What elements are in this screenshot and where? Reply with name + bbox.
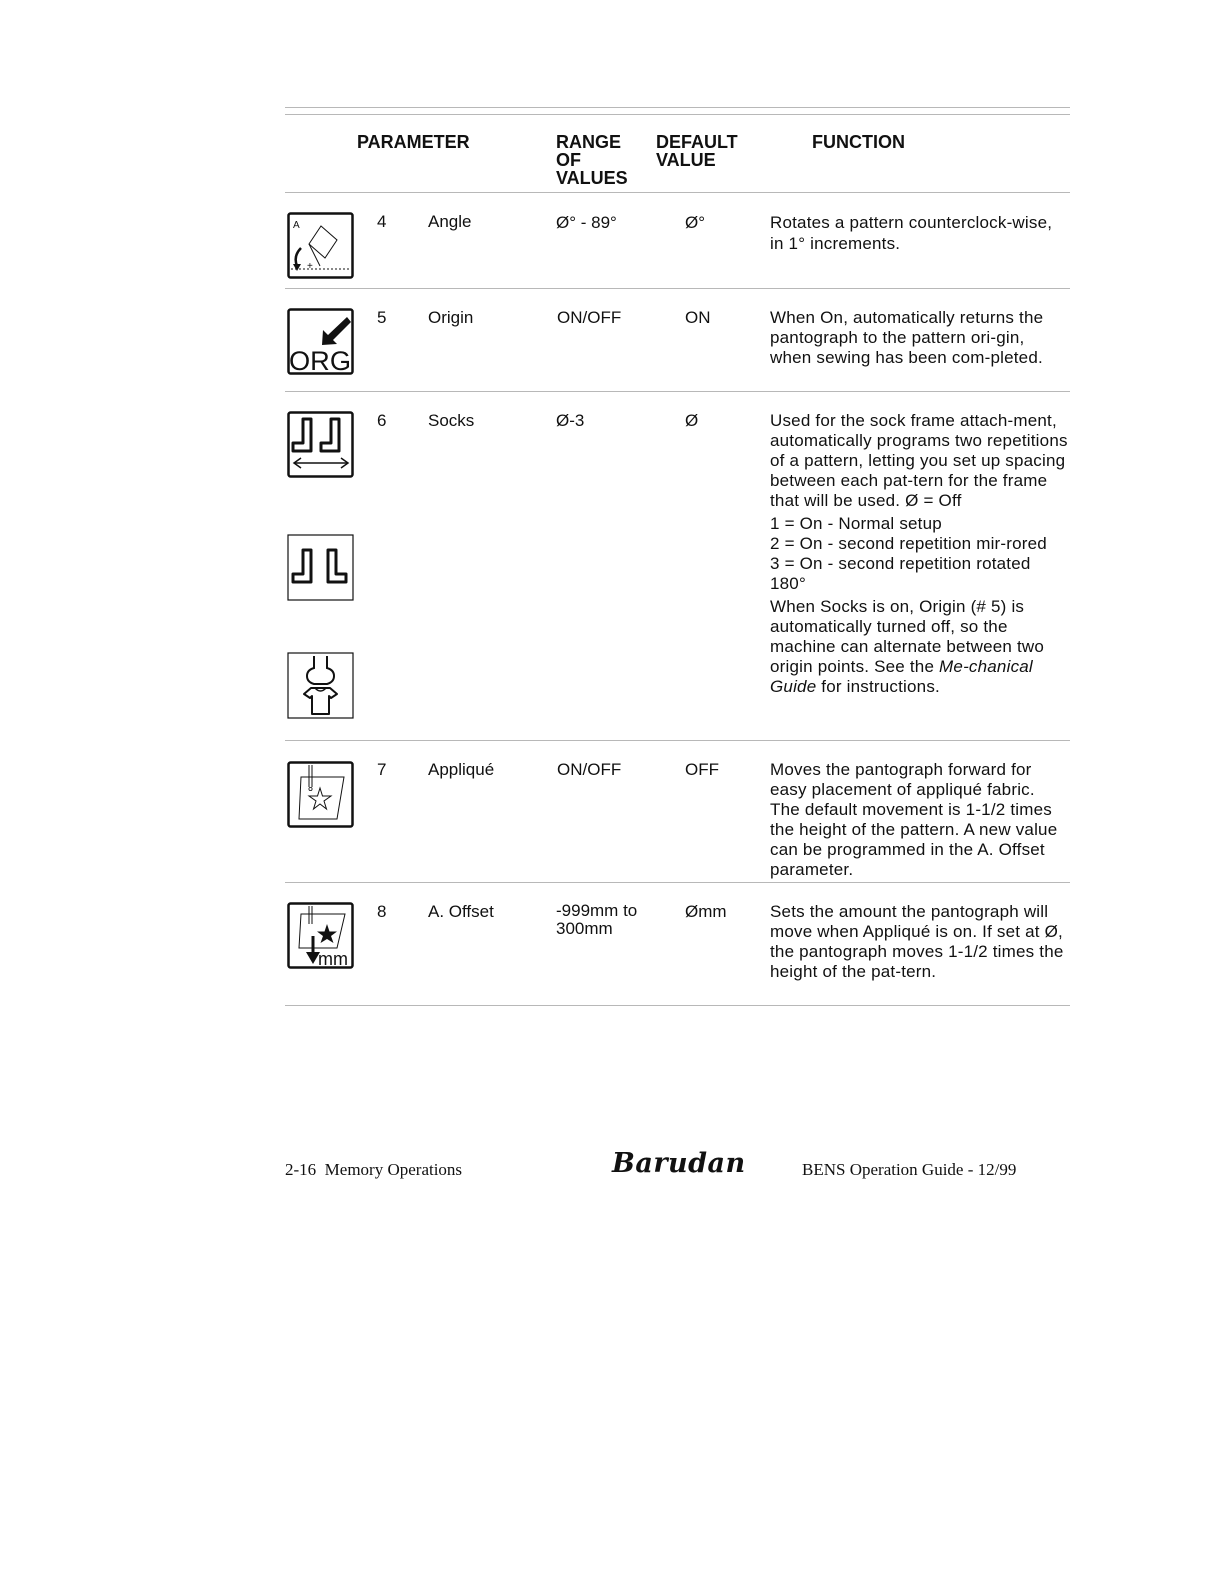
row-rule <box>285 288 1070 289</box>
header-default: DEFAULT VALUE <box>656 132 738 170</box>
param-range: Ø° - 89° <box>556 213 617 232</box>
svg-text:+: + <box>307 261 313 272</box>
param-number: 4 <box>377 212 387 231</box>
param-range: ON/OFF <box>557 760 622 779</box>
offset-icon-label: mm <box>318 949 348 969</box>
function-list <box>770 514 1068 594</box>
top-rule <box>285 107 1070 108</box>
param-name: Socks <box>428 411 475 430</box>
function-list-item: 3 = On - second repetition rotated 180° <box>770 554 1031 593</box>
svg-text:A: A <box>293 220 300 231</box>
param-number: 5 <box>377 308 387 327</box>
param-name: Appliqué <box>428 760 495 779</box>
function-text: Used for the sock frame attach-ment, automatically programs two repetitions of a pattern, letting you set up spacing between each pat-tern for the frame that will be used. Ø = Off <box>770 411 1068 510</box>
param-default: Ømm <box>685 902 727 921</box>
row-rule <box>285 882 1070 883</box>
angle-icon <box>287 212 354 279</box>
origin-icon <box>287 308 354 375</box>
param-default: OFF <box>685 760 719 779</box>
socks-icon <box>287 411 354 478</box>
param-name: Angle <box>428 212 472 231</box>
function-text: Moves the pantograph forward for easy placement of appliqué fabric. The default movement is 1-1/2 times the height of the pattern. A new value can be programmed in the A. Offset parameter. <box>770 760 1058 879</box>
function-text: Rotates a pattern counterclock-wise, in 1° increments. <box>770 213 1053 253</box>
origin-icon-label: ORG <box>289 346 351 375</box>
param-range: Ø-3 <box>556 411 585 430</box>
param-range: -999mm to 300mm <box>556 901 638 938</box>
header-parameter: PARAMETER <box>357 132 470 152</box>
footer-guide-title: BENS Operation Guide - 12/99 <box>802 1160 1017 1179</box>
param-name: A. Offset <box>428 902 494 921</box>
applique-offset-icon <box>287 902 354 969</box>
param-number: 8 <box>377 902 387 921</box>
applique-icon <box>287 761 354 828</box>
barudan-logo: Barudan <box>612 1148 746 1179</box>
param-function <box>770 212 1068 254</box>
socks-mirrored-icon <box>287 534 354 601</box>
socks-rotated-icon <box>287 652 354 719</box>
param-function <box>770 902 1068 982</box>
header-rule <box>285 192 1070 193</box>
row-rule <box>285 740 1070 741</box>
function-list-item: 2 = On - second repetition mir-rored <box>770 534 1047 553</box>
function-text-part: When Socks is on, Origin (# 5) is automatically turned off, so the machine can alternate between two origin points. See the <box>770 597 1045 676</box>
footer-page-reference: 2-16 Memory Operations <box>285 1160 463 1179</box>
param-function <box>770 411 1068 697</box>
function-list-item: 1 = On - Normal setup <box>770 514 942 533</box>
header-function: FUNCTION <box>812 132 905 152</box>
param-function <box>770 760 1068 880</box>
bottom-rule <box>285 1005 1070 1006</box>
function-text: Sets the amount the pantograph will move when Appliqué is on. If set at Ø, the pantograph moves 1-1/2 times the height of the pat-tern. <box>770 902 1064 981</box>
top-rule-2 <box>285 114 1070 115</box>
mechanical-guide-reference: Me-chanical Guide <box>770 657 1033 696</box>
param-default: ON <box>685 308 711 327</box>
param-default: Ø <box>685 411 699 430</box>
param-number: 6 <box>377 411 387 430</box>
param-function <box>770 308 1068 368</box>
function-text-part: for instructions. <box>816 677 940 696</box>
function-text <box>770 597 1068 697</box>
param-number: 7 <box>377 760 387 779</box>
row-rule <box>285 391 1070 392</box>
param-default: Ø° <box>685 213 706 232</box>
param-range: ON/OFF <box>557 308 622 327</box>
function-text: When On, automatically returns the pantograph to the pattern ori-gin, when sewing has been com-pleted. <box>770 308 1044 367</box>
header-range: RANGE OF VALUES <box>556 132 628 188</box>
param-name: Origin <box>428 308 474 327</box>
